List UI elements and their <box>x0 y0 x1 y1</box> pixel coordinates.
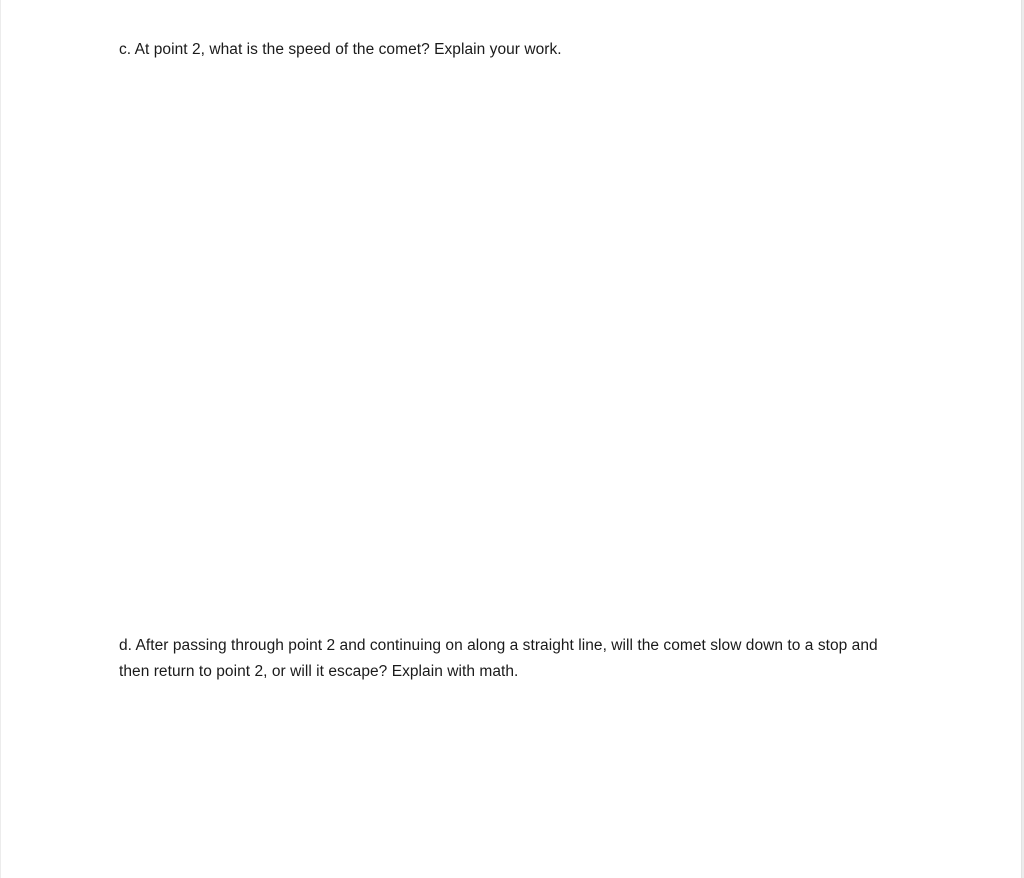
question-c-text: c. At point 2, what is the speed of the comet? Explain your work. <box>119 41 562 58</box>
document-page <box>1 0 1022 878</box>
answer-space-c[interactable] <box>119 70 899 610</box>
answer-space-d[interactable] <box>119 690 899 860</box>
question-d-text: d. After passing through point 2 and continuing on along a straight line, will the comet slow down to a stop and then return to point 2, or will it escape? Explain with math. <box>119 637 878 680</box>
